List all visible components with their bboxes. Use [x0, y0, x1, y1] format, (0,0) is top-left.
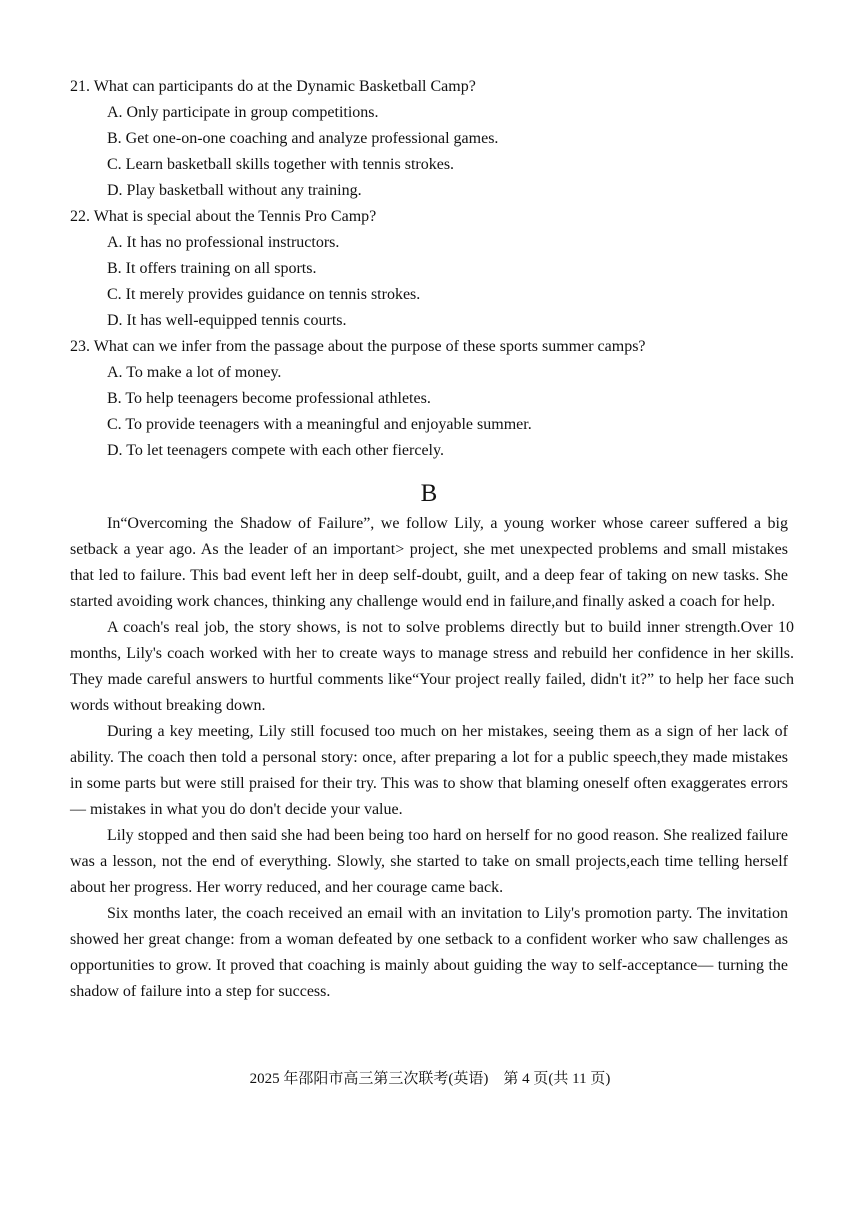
passage-paragraph-2: A coach's real job, the story shows, is not to solve problems directly but to build inner strength.Over 10 months, Lily's coach worked with her to create ways to manage stress and rebuild her confidence in her skills. They made careful answers to hurtful comments like“Your project really failed, didn't it?” to help her face such words without breaking down. [70, 619, 794, 714]
passage-paragraph-5: Six months later, the coach received an email with an invitation to Lily's promotion party. The invitation showed her great change: from a woman defeated by one setback to a confident worker who saw challenges as opportunities to grow. It proved that coaching is mainly about guiding the way to self-acceptance— turning the shadow of failure into a step for success. [70, 905, 788, 1000]
page-footer: 2025 年邵阳市高三第三次联考(英语) 第 4 页(共 11 页) [249, 1071, 611, 1087]
passage-paragraph-1: In“Overcoming the Shadow of Failure”, we follow Lily, a young worker whose career suffered a big setback a year ago. As the leader of an important> project, she met unexpected problems and small mistakes that led to failure. This bad event left her in deep self-doubt, guilt, and a deep fear of taking on new tasks. She started avoiding work chances, thinking any challenge would end in failure,and finally asked a coach for help. [70, 515, 788, 610]
option-a: A. To make a lot of money. [107, 364, 282, 381]
option-a: A. It has no professional instructors. [107, 234, 340, 251]
option-b: B. To help teenagers become professional athletes. [107, 390, 431, 407]
question-stem: 22. What is special about the Tennis Pro Camp? [70, 208, 377, 225]
option-d: D. To let teenagers compete with each other fiercely. [107, 442, 444, 459]
section-b-heading: B [420, 480, 438, 507]
question-22 [70, 204, 788, 334]
option-b: B. Get one-on-one coaching and analyze professional games. [107, 130, 499, 147]
question-stem: 21. What can participants do at the Dynamic Basketball Camp? [70, 78, 476, 95]
option-c: C. To provide teenagers with a meaningful and enjoyable summer. [107, 416, 532, 433]
passage-paragraph-3: During a key meeting, Lily still focused too much on her mistakes, seeing them as a sign of her lack of ability. The coach then told a personal story: once, after preparing a lot for a public speech,they made mistakes in some parts but were still praised for their try. This was to show that blaming oneself often exaggerates errors— mistakes in what you do don't decide your value. [70, 723, 788, 818]
question-21 [70, 74, 788, 204]
option-a: A. Only participate in group competitions. [107, 104, 379, 121]
question-stem: 23. What can we infer from the passage about the purpose of these sports summer camps? [70, 338, 646, 355]
option-c: C. It merely provides guidance on tennis strokes. [107, 286, 421, 303]
option-b: B. It offers training on all sports. [107, 260, 317, 277]
option-d: D. Play basketball without any training. [107, 182, 362, 199]
question-23 [70, 334, 788, 464]
reading-passage-b [70, 511, 794, 1005]
option-d: D. It has well-equipped tennis courts. [107, 312, 347, 329]
exam-page-content [70, 74, 794, 1005]
passage-paragraph-4: Lily stopped and then said she had been being too hard on herself for no good reason. She realized failure was a lesson, not the end of everything. Slowly, she started to take on small projects,each time telling herself about her progress. Her worry reduced, and her courage came back. [70, 827, 788, 896]
option-c: C. Learn basketball skills together with tennis strokes. [107, 156, 455, 173]
